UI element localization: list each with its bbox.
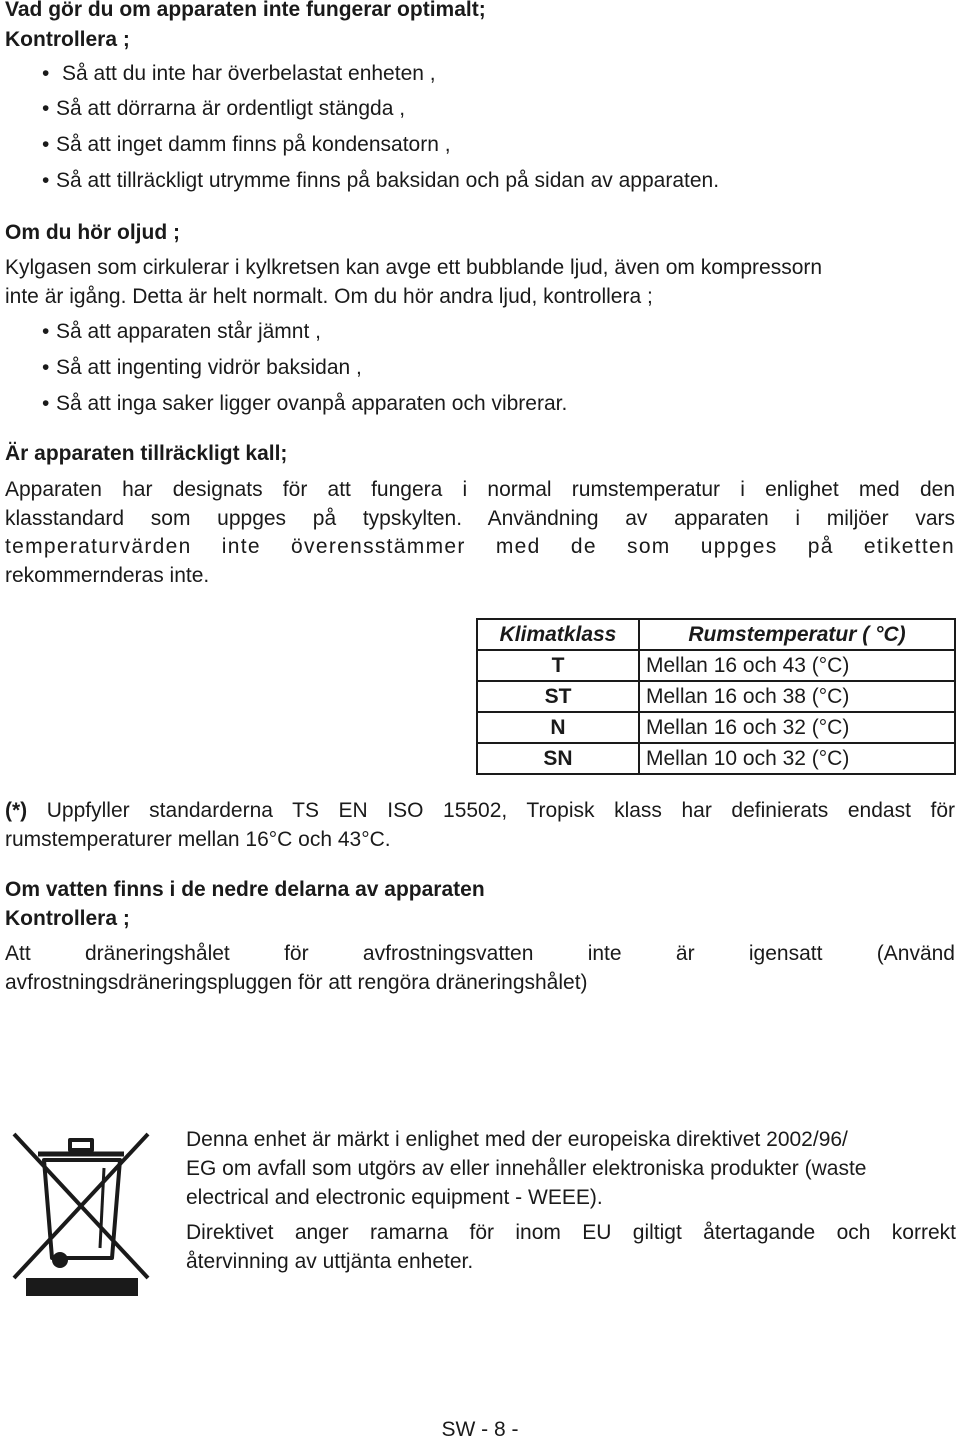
table-cell: Mellan 16 och 38 (°C) [639,681,955,712]
paragraph [5,940,955,997]
paragraph-line: Att dräneringshålet för avfrostningsvatten inte är igensatt (Använd [5,942,955,965]
climate-class-table [476,618,956,775]
paragraph-line: rekommernderas inte. [5,563,210,587]
page-number: SW - 8 - [441,1418,519,1441]
paragraph-line: rumstemperaturer mellan 16°C och 43°C. [5,827,391,851]
list-item: • Så att du inte har överbelastat enheten , [42,62,436,85]
paragraph-line: Direktivet anger ramarna för inom EU giltigt återtagande och korrekt [186,1221,956,1244]
table-cell: Mellan 16 och 43 (°C) [639,650,955,681]
paragraph-line: återvinning av uttjänta enheter. [186,1249,474,1273]
table-row [477,712,955,743]
column-header: Rumstemperatur ( °C) [639,619,955,650]
paragraph-line: inte är igång. Detta är helt normalt. Om du hör andra ljud, kontrollera ; [5,285,653,308]
paragraph-line: EG om avfall som utgörs av eller innehåller elektroniska produkter (waste [186,1157,867,1180]
table-row [477,743,955,774]
table-cell: SN [477,743,639,774]
list-item: • Så att inga saker ligger ovanpå apparaten och vibrerar. [42,392,568,415]
section-subtitle: Kontrollera ; [5,907,130,930]
footnote-marker: (*) [5,799,28,822]
list-item: • Så att tillräckligt utrymme finns på baksidan och på sidan av apparaten. [42,169,720,192]
paragraph-line: Denna enhet är märkt i enlighet med der europeiska direktivet 2002/96/ [186,1128,848,1151]
table-row [477,650,955,681]
table-cell: Mellan 10 och 32 (°C) [639,743,955,774]
section-title: Om vatten finns i de nedre delarna av apparaten [5,878,485,901]
paragraph-line: Kylgasen som cirkulerar i kylkretsen kan avge ett bubblande ljud, även om kompressorn [5,256,823,279]
table-row [477,681,955,712]
paragraph-line: avfrostningsdräneringspluggen för att rengöra dräneringshålet) [5,970,588,994]
list-item: • Så att apparaten står jämnt , [42,320,321,343]
paragraph-line: klasstandard som uppges på typskylten. Användning av apparaten i miljöer vars [5,506,955,530]
paragraph-line: (*) Uppfyller standarderna TS EN ISO 15502, Tropisk klass har definierats endast för [5,799,955,822]
list-item: • Så att ingenting vidrör baksidan , [42,356,362,379]
crossed-out-wheelie-bin-icon [8,1128,154,1298]
column-header: Klimatklass [477,619,639,650]
paragraph [5,476,955,590]
paragraph-line: Apparaten har designats för att fungera i normal rumstemperatur i enlighet med den [5,478,955,501]
list-item: • Så att dörrarna är ordentligt stängda , [42,97,406,120]
footnote [5,797,955,854]
table-cell: ST [477,681,639,712]
table-cell: T [477,650,639,681]
section-title: Är apparaten tillräckligt kall; [5,442,288,465]
list-item: • Så att inget damm finns på kondensatorn , [42,133,451,156]
section-title: Vad gör du om apparaten inte fungerar optimalt; [5,0,486,21]
paragraph-line: temperaturvärden inte överensstämmer med de som uppges på etiketten [5,535,955,558]
table-cell: N [477,712,639,743]
paragraph-line: electrical and electronic equipment - WEEE). [186,1186,603,1209]
section-subtitle: Kontrollera ; [5,28,130,51]
table-cell: Mellan 16 och 32 (°C) [639,712,955,743]
table-header-row [477,619,955,650]
section-title: Om du hör oljud ; [5,221,180,244]
